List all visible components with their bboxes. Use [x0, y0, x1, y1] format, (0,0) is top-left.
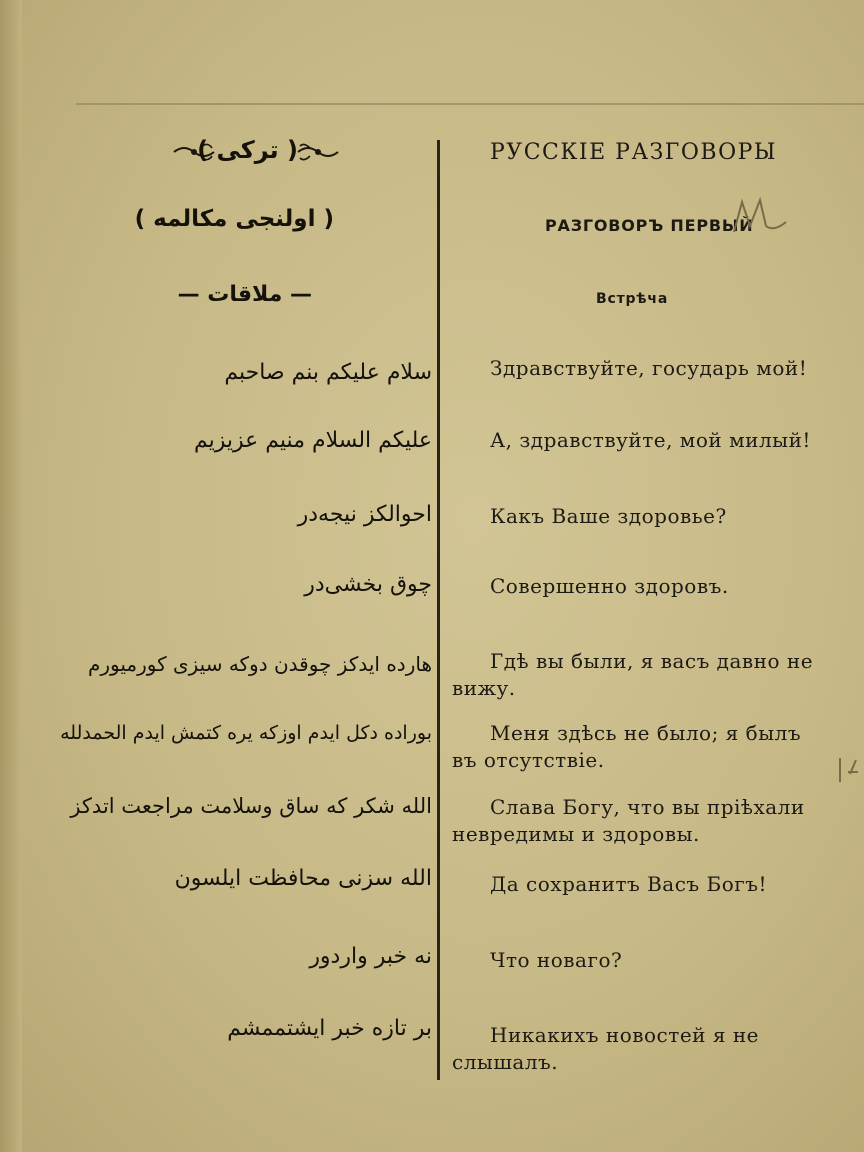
- turkish-line-10: بر تازه خبر ایشتممشم: [227, 1016, 432, 1041]
- column-divider: [437, 140, 440, 1080]
- russian-line-6: Меня здѣсь не было; я былъ въ отсутствіе.: [452, 721, 802, 772]
- turkish-line-8: الله سزنی محافظت ایلسون: [174, 866, 432, 891]
- turkish-subtitle: ( اولنجی مکالمه ): [134, 206, 334, 232]
- russian-title: РУССКІЕ РАЗГОВОРЫ: [490, 140, 778, 165]
- turkish-line-3: احوالکز نیجه‌در: [297, 502, 432, 527]
- russian-line-3: Какъ Ваше здоровье?: [490, 504, 727, 528]
- turkish-title: ( ترکی ): [197, 136, 298, 164]
- russian-line-2: А, здравствуйте, мой милый!: [490, 428, 811, 452]
- russian-subtitle: РАЗГОВОРЪ ПЕРВЫЙ: [545, 216, 754, 235]
- russian-line-10: Никакихъ новостей я не слышалъ.: [452, 1023, 759, 1074]
- turkish-line-5: هارده ایدکز چوقدن دوکه سیزی کورمیورم: [87, 652, 432, 676]
- turkish-line-6: بوراده دکل ایدم اوزکه یره کتمش ایدم الحمدلله: [60, 722, 432, 744]
- russian-heading: Встрѣча: [596, 291, 669, 307]
- turkish-line-2: علیکم السلام منیم عزیزیم: [193, 428, 432, 453]
- turkish-line-7: الله شکر که ساق وسلامت مراجعت اتدکز: [70, 794, 432, 818]
- turkish-line-4: چوق بخشی‌در: [304, 572, 432, 597]
- turkish-line-9: نه خبر واردور: [309, 944, 432, 969]
- turkish-line-1: سلام علیکم بنم صاحبم: [224, 360, 432, 385]
- russian-line-4: Совершенно здоровъ.: [490, 574, 729, 598]
- russian-line-1: Здравствуйте, государь мой!: [490, 356, 808, 380]
- handwritten-number-icon: [834, 752, 864, 788]
- russian-line-8: Да сохранитъ Васъ Богъ!: [490, 872, 767, 896]
- russian-line-7: Слава Богу, что вы пріѣхали невредимы и здоровы.: [452, 795, 805, 846]
- top-rule: [76, 103, 864, 105]
- ornament-right-icon: [296, 140, 340, 164]
- russian-line-9: Что новаго?: [490, 948, 623, 972]
- page-edge: [0, 0, 22, 1152]
- russian-line-5: Гдѣ вы были, я васъ давно не вижу.: [452, 649, 814, 700]
- turkish-heading: — ملاقات —: [177, 282, 312, 307]
- handwritten-mark-icon: [730, 192, 790, 240]
